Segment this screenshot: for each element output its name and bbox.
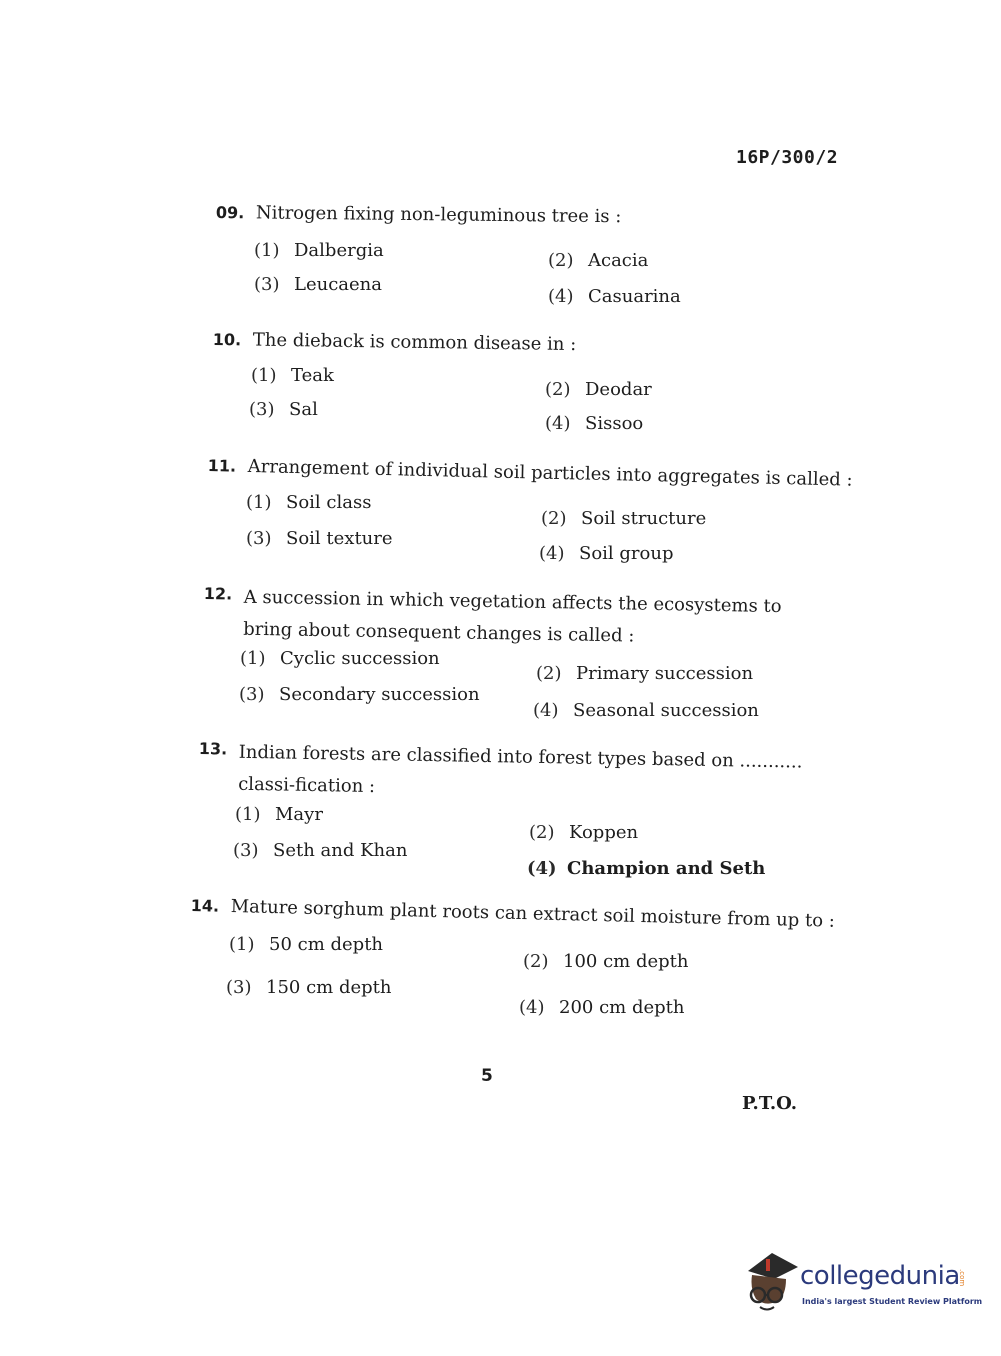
collegedunia-watermark	[742, 1249, 983, 1319]
option-text: Deodar	[585, 379, 652, 400]
option-14-3: (3) 150 cm depth	[226, 977, 392, 998]
mascot-icon	[742, 1249, 802, 1315]
option-text: Soil structure	[581, 508, 707, 529]
option-09-3: (3) Leucaena	[254, 274, 382, 295]
option-text: 150 cm depth	[266, 977, 392, 998]
option-14-4: (4) 200 cm depth	[519, 997, 685, 1018]
question-text: The dieback is common disease in :	[252, 329, 577, 356]
option-text: Sal	[289, 399, 318, 420]
question-text: A succession in which vegetation affects the ecosystems to bring about consequent changes is called :	[243, 586, 782, 647]
option-11-2: (2) Soil structure	[541, 508, 707, 529]
option-text: Leucaena	[294, 274, 382, 295]
option-13-1: (1) Mayr	[235, 804, 323, 825]
option-10-3: (3) Sal	[249, 399, 318, 420]
option-13-4: (4) Champion and Seth	[527, 858, 766, 879]
option-text: Casuarina	[588, 286, 681, 307]
option-text: Seth and Khan	[273, 840, 408, 861]
option-text: Champion and Seth	[567, 858, 766, 879]
option-text: 100 cm depth	[563, 951, 689, 972]
option-text: Sissoo	[585, 413, 644, 434]
option-text: 200 cm depth	[559, 997, 685, 1018]
question-number: 09.	[215, 202, 245, 223]
question-text: Mature sorghum plant roots can extract soil moisture from up to :	[230, 895, 836, 932]
brand-name: collegedunia	[800, 1261, 960, 1291]
question-number: 12.	[203, 583, 233, 604]
option-text: Soil class	[286, 492, 372, 513]
question-text: Nitrogen fixing non-leguminous tree is :	[255, 202, 622, 228]
question-text: Indian forests are classified into forest types based on ........... classi-fication :	[238, 741, 803, 798]
option-14-2: (2) 100 cm depth	[523, 951, 689, 972]
option-text: Cyclic succession	[280, 648, 440, 669]
option-10-4: (4) Sissoo	[545, 413, 644, 434]
question-number: 13.	[198, 738, 228, 759]
option-12-3: (3) Secondary succession	[239, 684, 480, 705]
option-text: Koppen	[569, 822, 639, 843]
option-09-1: (1) Dalbergia	[254, 240, 384, 261]
brand-dotcom: .com	[958, 1269, 966, 1287]
option-11-3: (3) Soil texture	[246, 528, 393, 549]
option-12-1: (1) Cyclic succession	[240, 648, 440, 669]
option-10-2: (2) Deodar	[545, 379, 652, 400]
question-number: 11.	[207, 455, 237, 476]
option-text: Soil texture	[286, 528, 393, 549]
option-12-4: (4) Seasonal succession	[533, 700, 759, 721]
option-text: Seasonal succession	[573, 700, 759, 721]
option-14-1: (1) 50 cm depth	[229, 934, 384, 955]
option-text: Acacia	[588, 250, 649, 271]
option-10-1: (1) Teak	[251, 365, 334, 386]
option-13-3: (3) Seth and Khan	[233, 840, 408, 861]
page-number: 5	[481, 1066, 493, 1086]
option-text: Teak	[291, 365, 334, 386]
option-11-4: (4) Soil group	[539, 543, 674, 564]
option-13-2: (2) Koppen	[529, 822, 639, 843]
option-text: Mayr	[275, 804, 323, 825]
option-12-2: (2) Primary succession	[536, 663, 754, 684]
option-text: Dalbergia	[294, 240, 384, 261]
question-number: 10.	[212, 329, 242, 350]
option-11-1: (1) Soil class	[246, 492, 372, 513]
option-09-2: (2) Acacia	[548, 250, 649, 271]
paper-code: 16P/300/2	[736, 147, 839, 168]
option-text: 50 cm depth	[269, 934, 384, 955]
brand-tagline: India's largest Student Review Platform	[802, 1297, 983, 1306]
pto-label: P.T.O.	[742, 1093, 798, 1114]
question-text: Arrangement of individual soil particles into aggregates is called :	[247, 455, 853, 491]
option-text: Primary succession	[576, 663, 754, 684]
option-text: Soil group	[579, 543, 674, 564]
question-number: 14.	[190, 895, 220, 916]
option-09-4: (4) Casuarina	[548, 286, 681, 307]
option-text: Secondary succession	[279, 684, 480, 705]
